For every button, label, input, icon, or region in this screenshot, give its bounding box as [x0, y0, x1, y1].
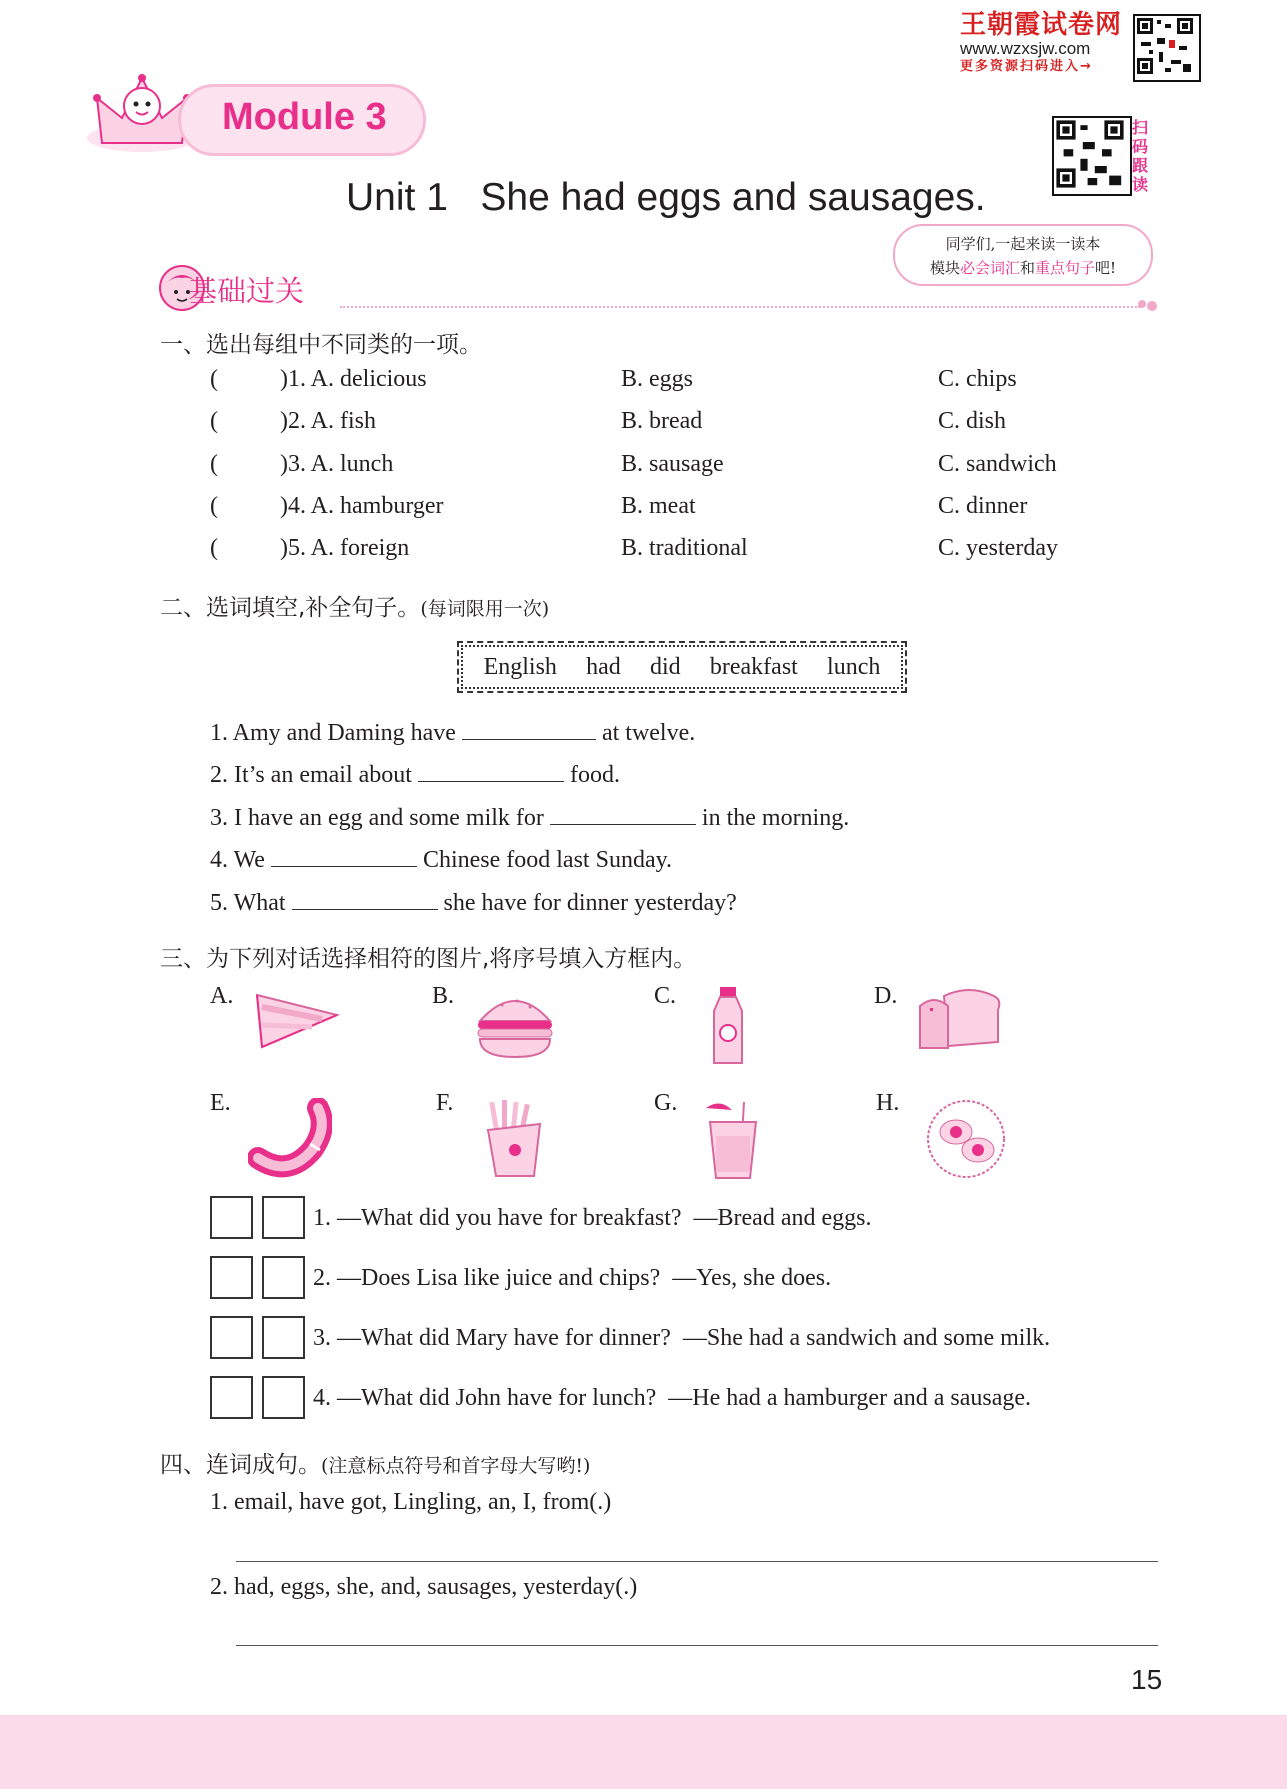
picture-label-g: G.: [654, 1090, 678, 1116]
picture-label-f: F.: [436, 1090, 454, 1116]
sausage-icon: [248, 1098, 332, 1178]
option-a: )2. A. fish: [280, 408, 376, 434]
fill-sentence: [210, 887, 737, 917]
sentence-after: Chinese food last Sunday.: [422, 847, 673, 873]
fill-sentence: [210, 844, 672, 874]
part4-note: (注意标点符号和首字母大写哟!): [321, 1455, 591, 1477]
answer-box[interactable]: [210, 1196, 253, 1239]
footer-band: [0, 1715, 1287, 1789]
answer-blank[interactable]: [418, 759, 564, 782]
bubble-text: 模块: [929, 259, 960, 277]
option-b: B. bread: [621, 408, 703, 434]
bubble-highlight-vocab: 必会词汇: [959, 259, 1020, 277]
part3-heading: 三、为下列对话选择相符的图片,将序号填入方框内。: [160, 946, 697, 972]
bubble-text: 和: [1019, 259, 1035, 277]
dialogue-item: 1. —What did you have for breakfast? —Bread and eggs.: [313, 1205, 872, 1231]
sentence-before: 3. I have an egg and some milk for: [210, 805, 544, 831]
bread-icon: [914, 986, 1004, 1054]
dialogue-item: 4. —What did John have for lunch? —He had a hamburger and a sausage.: [313, 1385, 1031, 1411]
picture-label-a: A.: [210, 983, 234, 1009]
part2-note: (每词限用一次): [420, 598, 550, 620]
fill-sentence: [210, 802, 849, 832]
list-item: [0, 493, 1287, 533]
sentence-before: 4. We: [210, 847, 265, 873]
answer-paren[interactable]: (: [210, 451, 218, 477]
sentence-before: 5. What: [210, 890, 286, 916]
picture-label-c: C.: [654, 983, 677, 1009]
answer-line[interactable]: [236, 1645, 1158, 1646]
word-bank-item: lunch: [827, 653, 881, 680]
picture-label-b: B.: [432, 983, 455, 1009]
option-a: )5. A. foreign: [280, 535, 410, 561]
part4-heading-text: 四、连词成句。: [160, 1452, 321, 1478]
answer-paren[interactable]: (: [210, 366, 218, 392]
section-divider: [340, 306, 1140, 308]
option-c: C. dinner: [938, 493, 1028, 519]
bubble-line-2: [895, 256, 1151, 280]
part4-heading: [160, 1446, 590, 1479]
option-b: B. sausage: [621, 451, 724, 477]
option-b: B. eggs: [621, 366, 693, 392]
scan-qr-code-icon[interactable]: [1052, 116, 1132, 196]
picture-label-d: D.: [874, 983, 898, 1009]
section-title: 基础过关: [188, 274, 305, 308]
sentence-before: 1. Amy and Daming have: [210, 720, 456, 746]
list-item: [0, 408, 1287, 448]
sentence-after: at twelve.: [601, 720, 696, 746]
word-bank-item: English: [483, 653, 557, 680]
dialogue-item: 3. —What did Mary have for dinner? —She had a sandwich and some milk.: [313, 1325, 1051, 1351]
answer-box[interactable]: [262, 1256, 305, 1299]
answer-box[interactable]: [262, 1196, 305, 1239]
module-title: Module 3: [222, 96, 387, 138]
word-bank-item: breakfast: [709, 653, 798, 680]
list-item: [0, 366, 1287, 406]
answer-box[interactable]: [210, 1316, 253, 1359]
picture-label-e: E.: [210, 1090, 231, 1116]
brand-qr-code-icon[interactable]: [1133, 14, 1201, 82]
option-a: )4. A. hamburger: [280, 493, 444, 519]
dialogue-item: 2. —Does Lisa like juice and chips? —Yes, she does.: [313, 1265, 832, 1291]
brand-block: [960, 10, 1130, 75]
chips-icon: [484, 1098, 546, 1178]
word-bank: [457, 641, 907, 693]
brand-url[interactable]: www.wzxsjw.com: [960, 39, 1091, 58]
page-number: 15: [1131, 1664, 1163, 1695]
picture-label-h: H.: [876, 1090, 900, 1116]
hamburger-icon: [472, 985, 558, 1065]
list-item: [0, 451, 1287, 491]
bubble-text: 吧!: [1095, 259, 1117, 277]
answer-blank[interactable]: [462, 717, 596, 740]
answer-box[interactable]: [210, 1376, 253, 1419]
answer-blank[interactable]: [292, 887, 438, 910]
fill-sentence: [210, 759, 620, 789]
word-order-item: 2. had, eggs, she, and, sausages, yesterday(.): [210, 1574, 638, 1600]
sentence-before: 2. It’s an email about: [210, 762, 412, 788]
word-bank-item: did: [650, 653, 681, 680]
fried-eggs-icon: [924, 1098, 1008, 1180]
brand-name: 王朝霞试卷网: [960, 10, 1123, 39]
sentence-after: in the morning.: [701, 805, 850, 831]
answer-blank[interactable]: [271, 844, 417, 867]
word-order-item: 1. email, have got, Lingling, an, I, from(.): [210, 1489, 612, 1515]
juice-icon: [700, 1098, 770, 1180]
sentence-after: food.: [569, 762, 620, 788]
answer-line[interactable]: [236, 1561, 1158, 1562]
option-b: B. meat: [621, 493, 696, 519]
option-c: C. yesterday: [938, 535, 1058, 561]
sentence-after: she have for dinner yesterday?: [443, 890, 737, 916]
answer-paren[interactable]: (: [210, 408, 218, 434]
answer-box[interactable]: [262, 1376, 305, 1419]
word-bank-item: had: [586, 653, 621, 680]
part2-heading-text: 二、选词填空,补全句子。: [160, 595, 421, 621]
sandwich-icon: [252, 985, 342, 1055]
fill-sentence: [210, 717, 695, 747]
unit-title: Unit 1 She had eggs and sausages.: [346, 176, 986, 219]
answer-paren[interactable]: (: [210, 493, 218, 519]
answer-box[interactable]: [262, 1316, 305, 1359]
option-b: B. traditional: [621, 535, 748, 561]
option-a: )3. A. lunch: [280, 451, 394, 477]
list-item: [0, 535, 1287, 575]
option-c: C. sandwich: [938, 451, 1057, 477]
bubble-highlight-sentences: 重点句子: [1035, 259, 1096, 277]
part1-heading: 一、选出每组中不同类的一项。: [160, 332, 482, 358]
milk-bottle-icon: [708, 985, 748, 1067]
option-c: C. dish: [938, 408, 1007, 434]
answer-paren[interactable]: (: [210, 535, 218, 561]
dots-decoration-icon: [1136, 294, 1160, 314]
bubble-line-1: 同学们,一起来读一读本: [945, 235, 1101, 253]
brand-slogan: 更多资源扫码进入→: [960, 59, 1093, 74]
part2-heading: [160, 589, 549, 622]
answer-blank[interactable]: [550, 802, 696, 825]
tip-bubble: [893, 224, 1153, 286]
answer-box[interactable]: [210, 1256, 253, 1299]
option-a: )1. A. delicious: [280, 366, 427, 392]
option-c: C. chips: [938, 366, 1017, 392]
scan-label: 扫码跟读: [1132, 118, 1149, 194]
